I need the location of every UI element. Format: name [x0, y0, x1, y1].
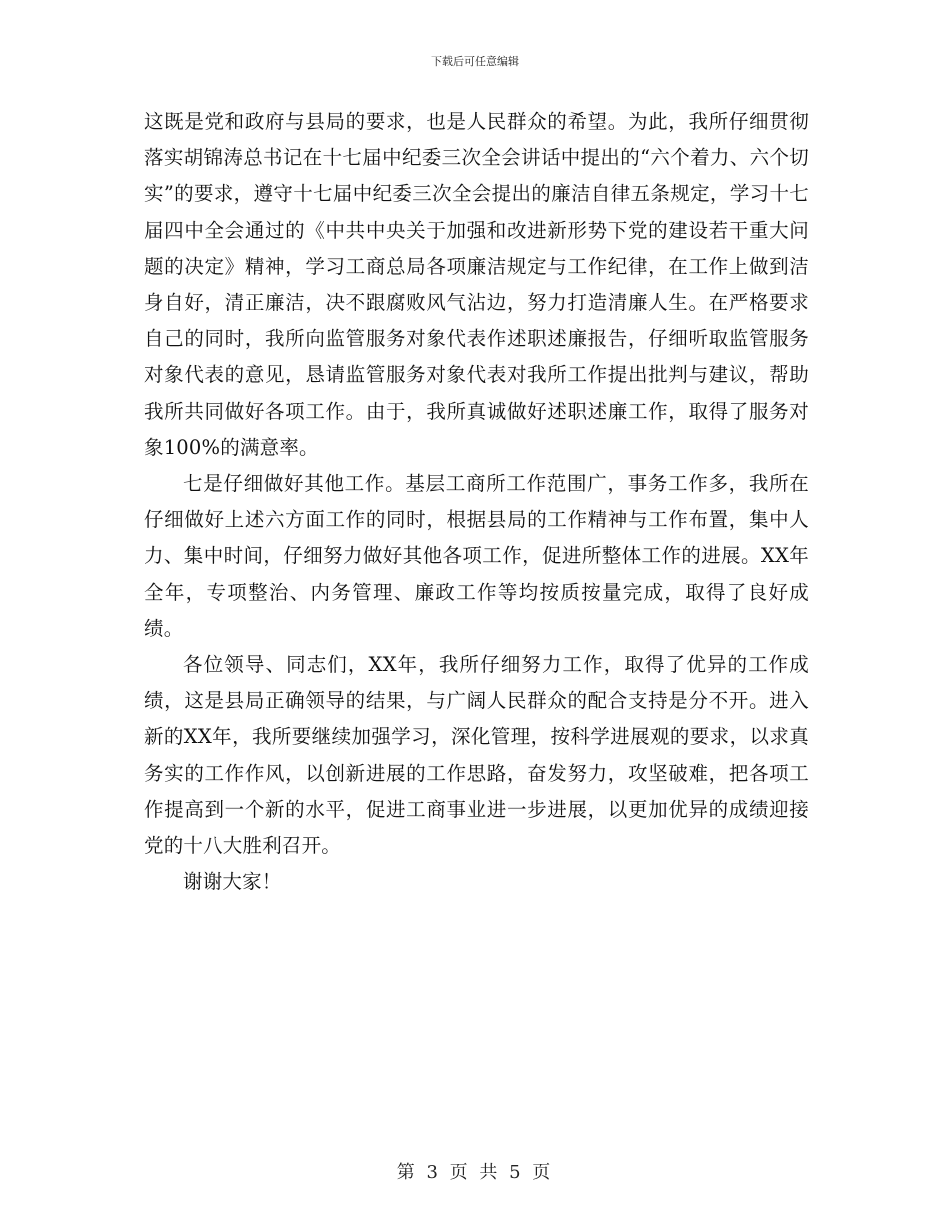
paragraph-closing: 各位领导、同志们，XX年，我所仔细努力工作，取得了优异的工作成绩，这是县局正确领导的结果，与广阔人民群众的配合支持是分不开。进入新的XX年，我所要继续加强学习，深化管理，按科学进展观的要求，以求真务实的工作作风，以创新进展的工作思路，奋发努力，攻坚破难，把各项工作提高到一个新的水平，促进工商事业进一步进展，以更加优异的成绩迎接党的十八大胜利召开。 — [144, 653, 809, 858]
paragraph-item-seven: 七是仔细做好其他工作。基层工商所工作范围广，事务工作多，我所在仔细做好上述六方面工作的同时，根据县局的工作精神与工作布置，集中人力、集中时间，仔细努力做好其他各项工作，促进所整体工作的进展。XX年全年，专项整治、内务管理、廉政工作等均按质按量完成，取得了良好成绩。 — [144, 472, 809, 640]
header-note: 下载后可任意编辑 — [431, 55, 519, 68]
page-number: 第 3 页 共 5 页 — [396, 1162, 554, 1183]
document-body — [144, 104, 809, 900]
paragraph-thanks: 谢谢大家！ — [183, 870, 282, 894]
paragraph-continuation: 这既是党和政府与县局的要求，也是人民群众的希望。为此，我所仔细贯彻落实胡锦涛总书记在十七届中纪委三次全会讲话中提出的“六个着力、六个切实”的要求，遵守十七届中纪委三次全会提出的廉洁自律五条规定，学习十七届四中全会通过的《中共中央关于加强和改进新形势下党的建设若干重大问题的决定》精神，学习工商总局各项廉洁规定与工作纪律，在工作上做到洁身自好，清正廉洁，决不跟腐败风气沾边，努力打造清廉人生。在严格要求自己的同时，我所向监管服务对象代表作述职述廉报告，仔细听取监管服务对象代表的意见，恳请监管服务对象代表对我所工作提出批判与建议，帮助我所共同做好各项工作。由于，我所真诚做好述职述廉工作，取得了服务对象100%的满意率。 — [144, 110, 809, 459]
